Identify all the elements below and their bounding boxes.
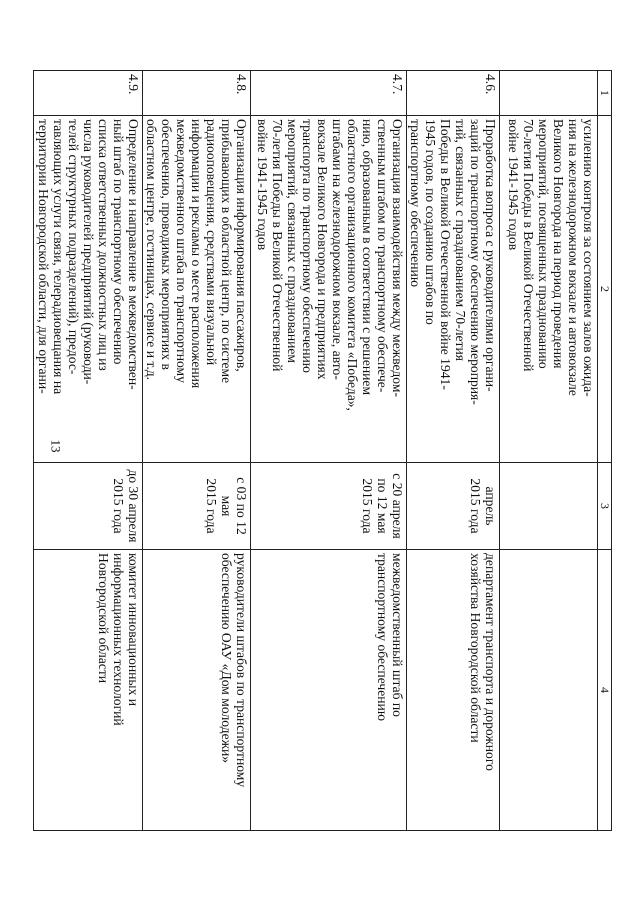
table-header-row — [598, 71, 612, 831]
row-responsible: межведомственный штаб по транспортному обеспечению — [251, 550, 407, 831]
header-col-3: 3 — [598, 463, 612, 550]
row-number: 4.9. — [34, 71, 143, 116]
row-description: Организация информирования пассажиров, прибывающих в областной центр, по системе радиооповещения, средствами визуальной информации и рекламы о месте расположения межведомственного штаба по транспортному обеспечению, проводимых мероприятиях в областном центре, гостиницах, сервисе и т.д. — [143, 116, 251, 463]
row-responsible: руководители штабов по транспортному обеспечению ОАУ «Дом молодежи» — [143, 550, 251, 831]
row-responsible: комитет инновационных и информационных технологий Новгородской области — [34, 550, 143, 831]
row-number: 4.7. — [251, 71, 407, 116]
row-date — [500, 463, 598, 550]
row-date: с 03 по 12 мая 2015 года — [143, 463, 251, 550]
row-date: до 30 апреля 2015 года — [34, 463, 143, 550]
row-number: 4.6. — [407, 71, 500, 116]
row-description: усилению контроля за состоянием залов ожида- ния на железнодорожном вокзале и автовокзале Великого Новгорода на период проведения мероприятий, посвященных празднованию 70-летия Победы в Великой Отечественной войне 1941-1945 годов — [500, 116, 598, 463]
table-row — [500, 71, 598, 831]
table-row — [34, 71, 143, 831]
table-row — [143, 71, 251, 831]
header-col-2: 2 — [598, 116, 612, 463]
plan-table — [33, 70, 612, 831]
row-number: 4.8. — [143, 71, 251, 116]
row-description: Проработка вопроса с руководителями органи- заций по транспортному обеспечению мероприя- тий, связанных с празднованием 70-летия Победы в Великой Отечественной войне 1941- 1945 годов, по созданию штабов по транспортному обеспечению — [407, 116, 500, 463]
header-col-4: 4 — [598, 550, 612, 831]
row-number — [500, 71, 598, 116]
page-number: 13 — [48, 439, 64, 453]
table-row — [407, 71, 500, 831]
row-description: Определение и направление в межведомствен- ный штаб по транспортному обеспечению списка ответственных должностных лиц из числа руководителей предприятий (руководи- телей структурных подразделений), предос- тавляющих услуги связи, телерадиовещания на территории Новгородской области, для органи- — [34, 116, 143, 463]
row-date: с 20 апреля по 12 мая 2015 года — [251, 463, 407, 550]
header-col-1: 1 — [598, 71, 612, 116]
row-responsible: департамент транспорта и дорожного хозяйства Новгородской области — [407, 550, 500, 831]
row-responsible — [500, 550, 598, 831]
row-description: Организация взаимодействия между межведом- ственным штабом по транспортному обеспече- нию, образованным в соответствии с решением областного организационного комитета «Победа», штабами на железнодорожном вокзале, авто- вокзале Великого Новгорода и предприятиях транспорта по транспортному обеспечению мероприятий, связанных с празднованием 70-летия Победы в Великой Отечественной войне 1941-1945 годов — [251, 116, 407, 463]
table-row — [251, 71, 407, 831]
row-date: апрель 2015 года — [407, 463, 500, 550]
